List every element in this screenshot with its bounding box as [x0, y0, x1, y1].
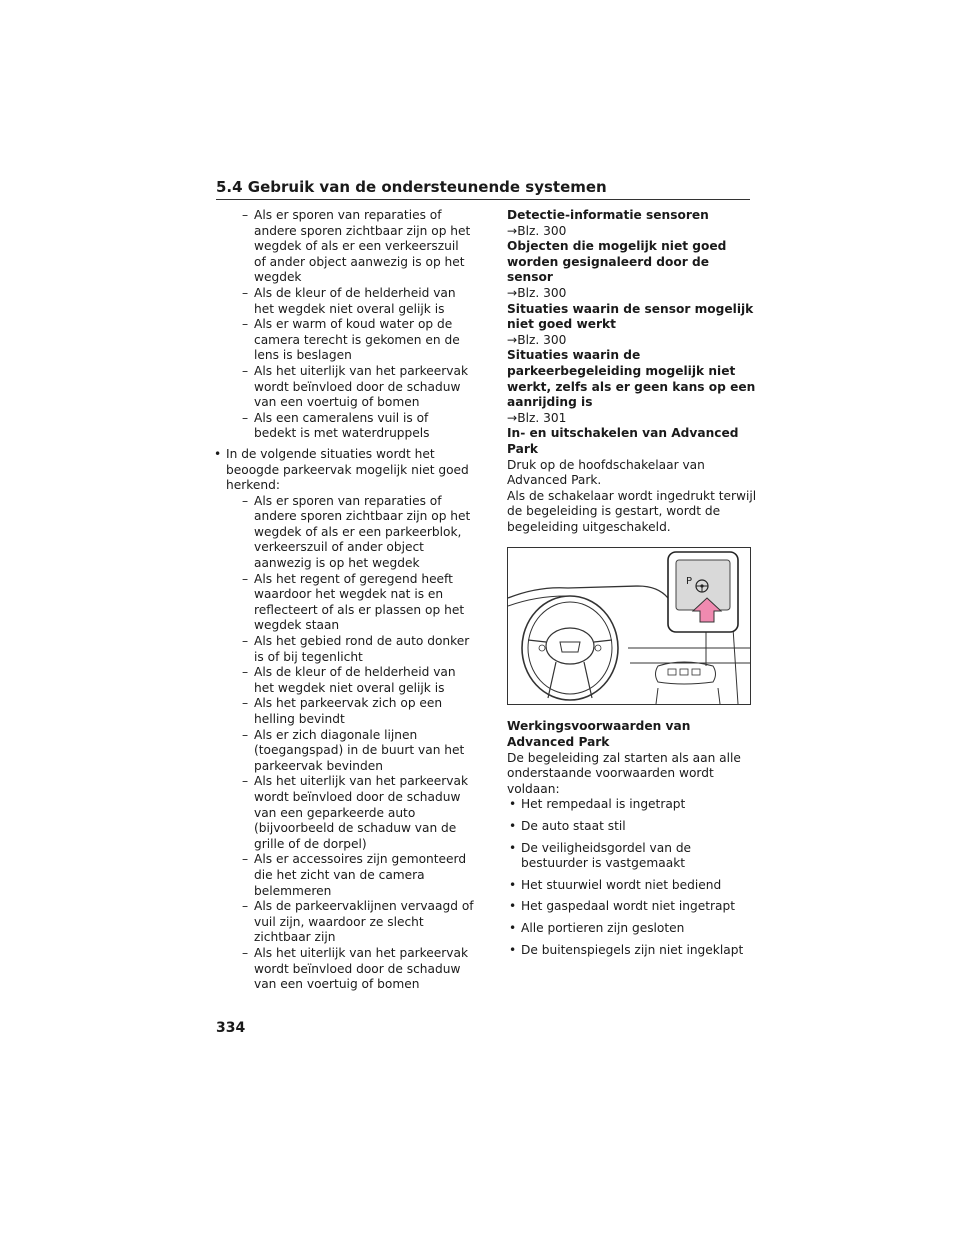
page-reference-link[interactable]: →Blz. 300: [507, 285, 567, 300]
page-reference-link[interactable]: →Blz. 301: [507, 410, 567, 425]
page-number: 334: [216, 1020, 246, 1036]
section-title: 5.4 Gebruik van de ondersteunende systemen: [216, 178, 607, 196]
header-divider: [216, 199, 750, 200]
condition-item: • Het stuurwiel wordt niet bediend: [509, 877, 722, 892]
condition-item: • De auto staat stil: [509, 819, 626, 834]
subheading: Detectie-informatie sensoren: [507, 208, 709, 222]
list-item: – Als het uiterlijk van het parkeervak wordt beïnvloed door de schaduw van een voertuig of bomen: [242, 945, 469, 992]
section-header: [216, 176, 750, 200]
list-item: – Als er accessoires zijn gemonteerd die het zicht van de camera belemmeren: [242, 852, 467, 898]
condition-item: • De veiligheidsgordel van de bestuurder is vastgemaakt: [509, 840, 692, 871]
list-item: – Als de kleur of de helderheid van het wegdek niet overal gelijk is: [242, 665, 456, 695]
list-item: – Als het uiterlijk van het parkeervak wordt beïnvloed door de schaduw van een geparkeerde auto (bijvoorbeeld de schaduw van de grille of de dorpel): [242, 774, 469, 851]
list-item: – Als het parkeervak zich op een helling bevindt: [242, 696, 443, 726]
list-item: – Als er sporen van reparaties of andere sporen zichtbaar zijn op het wegdek of als er een parkeerblok, verkeerszuil of ander object aanwezig is op het wegdek: [242, 493, 471, 571]
condition-item: • Alle portieren zijn gesloten: [509, 921, 685, 935]
condition-item: • Het gaspedaal wordt niet ingetrapt: [509, 899, 736, 914]
condition-item: • Het rempedaal is ingetrapt: [509, 797, 686, 812]
condition-item: • De buitenspiegels zijn niet ingeklapt: [509, 942, 744, 957]
subheading: Werkingsvoorwaarden van Advanced Park: [507, 719, 691, 750]
page-reference-link[interactable]: →Blz. 300: [507, 332, 567, 347]
paragraph: Als de schakelaar wordt ingedrukt terwijl de begeleiding is gestart, wordt de begeleiding uitgeschakeld.: [507, 488, 757, 534]
paragraph: Druk op de hoofdschakelaar van Advanced Park.: [507, 457, 705, 488]
dashboard-switch-illustration: [507, 547, 751, 705]
list-item: – Als er warm of koud water op de camera terecht is gekomen en de lens is beslagen: [242, 317, 460, 363]
p-switch-label: P: [686, 576, 693, 588]
page-reference-link[interactable]: →Blz. 300: [507, 223, 567, 238]
subheading: In- en uitschakelen van Advanced Park: [507, 426, 739, 456]
subheading: Situaties waarin de parkeerbegeleiding mogelijk niet werkt, zelfs als er geen kans op een aanrijding is: [507, 348, 756, 410]
list-item: – Als het gebied rond de auto donker is of bij tegenlicht: [242, 634, 470, 664]
left-column: [214, 208, 474, 993]
bullet-item: • In de volgende situaties wordt het beoogde parkeervak mogelijk niet goed herkend:: [214, 446, 469, 493]
list-item: – Als het uiterlijk van het parkeervak wordt beïnvloed door de schaduw van een voertuig of bomen: [242, 363, 469, 410]
list-item: – Als een cameralens vuil is of bedekt is met waterdruppels: [242, 410, 430, 441]
list-item: – Als de parkeervaklijnen vervaagd of vuil zijn, waardoor ze slecht zichtbaar zijn: [242, 899, 474, 945]
list-item: – Als er sporen van reparaties of andere sporen zichtbaar zijn op het wegdek of als er een verkeerszuil of ander object aanwezig is op het wegdek: [242, 208, 471, 285]
paragraph: De begeleiding zal starten als aan alle onderstaande voorwaarden wordt voldaan:: [507, 750, 741, 796]
list-item: – Als er zich diagonale lijnen (toegangspad) in de buurt van het parkeervak bevinden: [242, 727, 465, 773]
subheading: Situaties waarin de sensor mogelijk niet goed werkt: [507, 301, 754, 332]
subheading: Objecten die mogelijk niet goed worden gesignaleerd door de sensor: [507, 239, 727, 285]
list-item: – Als de kleur of de helderheid van het wegdek niet overal gelijk is: [242, 285, 456, 316]
list-item: – Als het regent of geregend heeft waardoor het wegdek nat is en reflecteert of als er plassen op het wegdek staan: [242, 571, 465, 633]
right-column: [507, 208, 757, 964]
